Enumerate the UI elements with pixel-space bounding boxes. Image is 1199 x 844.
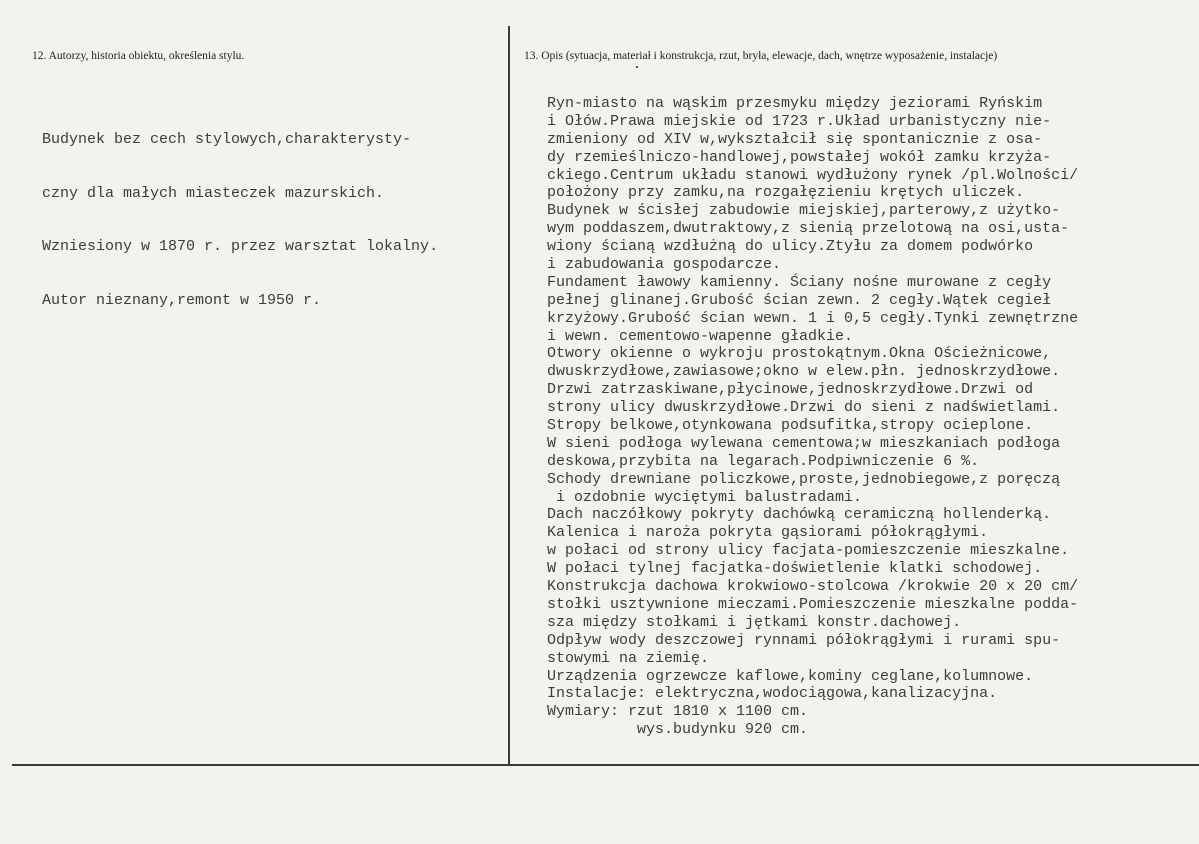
text-line: Budynek bez cech stylowych,charakterysty- [42, 130, 412, 148]
text-line: wym poddaszem,dwutraktowy,z sienią przelotową na osi,usta- [547, 220, 1070, 238]
text-line: Dach naczółkowy pokryty dachówką ceramiczną hollenderką. [547, 506, 1052, 524]
text-line: Stropy belkowe,otynkowana podsufitka,stropy ocieplone. [547, 417, 1034, 435]
text-line: i ozdobnie wyciętymi balustradami. [547, 488, 863, 506]
text-line: Schody drewniane policzkowe,proste,jednobiegowe,z poręczą [547, 470, 1061, 488]
section-13-heading: 13. Opis (sytuacja, materiał i konstrukcja, rzut, bryła, elewacje, dach, wnętrze wyposażenie, instalacje) [524, 50, 998, 62]
text-line: Kalenica i naroża pokryta gąsiorami półokrągłymi. [547, 524, 989, 542]
text-line: Odpływ wody deszczowej rynnami półokrągłymi i rurami spu- [547, 631, 1061, 649]
section-13-text [547, 95, 1078, 739]
text-line: stowymi na ziemię. [547, 649, 710, 667]
text-line: dwuskrzydłowe,zawiasowe;okno w elew.płn. jednoskrzydłowe. [547, 363, 1061, 381]
text-line: i Ołów.Prawa miejskie od 1723 r.Układ urbanistyczny nie- [547, 112, 1052, 130]
text-line: strony ulicy dwuskrzydłowe.Drzwi do sieni z nadświetlami. [547, 399, 1061, 417]
section-12-text [42, 95, 438, 346]
text-line: wys.budynku 920 cm. [547, 721, 809, 739]
text-line: Wzniesiony w 1870 r. przez warsztat lokalny. [42, 238, 439, 256]
text-line: Urządzenia ogrzewcze kaflowe,kominy ceglane,kolumnowe. [547, 667, 1034, 685]
text-line: W połaci tylnej facjatka-doświetlenie klatki schodowej. [547, 560, 1043, 578]
text-line: i zabudowania gospodarcze. [547, 256, 782, 274]
section-12-heading: 12. Autorzy, historia obiektu, określenia stylu. [32, 50, 245, 62]
text-line: wiony ścianą wzdłużną do ulicy.Ztyłu za domem podwórko [547, 238, 1034, 256]
text-line: czny dla małych miasteczek mazurskich. [42, 184, 385, 202]
text-line: ckiego.Centrum układu stanowi wydłużony rynek /pl.Wolności/ [547, 166, 1079, 184]
bottom-rule [12, 764, 1199, 766]
text-line: deskowa,przybita na legarach.Podpiwniczenie 6 %. [547, 452, 980, 470]
text-line: Ryn-miasto na wąskim przesmyku między jeziorami Ryńskim [547, 95, 1043, 112]
ink-speck [636, 66, 638, 68]
text-line: w połaci od strony ulicy facjata-pomieszczenie mieszkalne. [547, 542, 1070, 560]
column-divider [508, 26, 510, 764]
text-line: dy rzemieślniczo-handlowej,powstałej wokół zamku krzyża- [547, 148, 1052, 166]
text-line: Konstrukcja dachowa krokwiowo-stolcowa /krokwie 20 x 20 cm/ [547, 578, 1079, 596]
text-line: sza między stołkami i jętkami konstr.dachowej. [547, 613, 962, 631]
text-line: Drzwi zatrzaskiwane,płycinowe,jednoskrzydłowe.Drzwi od [547, 381, 1034, 399]
text-line: Autor nieznany,remont w 1950 r. [42, 291, 322, 309]
text-line: Wymiary: rzut 1810 x 1100 cm. [547, 703, 809, 721]
text-line: Instalacje: elektryczna,wodociągowa,kanalizacyjna. [547, 685, 998, 703]
text-line: położony przy zamku,na rozgałęzieniu krętych uliczek. [547, 184, 1025, 202]
text-line: Budynek w ścisłej zabudowie miejskiej,parterowy,z użytko- [547, 202, 1061, 220]
text-line: i wewn. cementowo-wapenne gładkie. [547, 327, 854, 345]
text-line: stołki usztywnione mieczami.Pomieszczenie mieszkalne podda- [547, 595, 1079, 613]
text-line: krzyżowy.Grubość ścian wewn. 1 i 0,5 cegły.Tynki zewnętrzne [547, 309, 1079, 327]
text-line: zmieniony od XIV w,wykształcił się spontanicznie z osa- [547, 130, 1043, 148]
text-line: Fundament ławowy kamienny. Ściany nośne murowane z cegły [547, 273, 1052, 291]
text-line: pełnej glinanej.Grubość ścian zewn. 2 cegły.Wątek cegieł [547, 291, 1052, 309]
text-line: Otwory okienne o wykroju prostokątnym.Okna Ościeżnicowe, [547, 345, 1052, 363]
text-line: W sieni podłoga wylewana cementowa;w mieszkaniach podłoga [547, 434, 1061, 452]
